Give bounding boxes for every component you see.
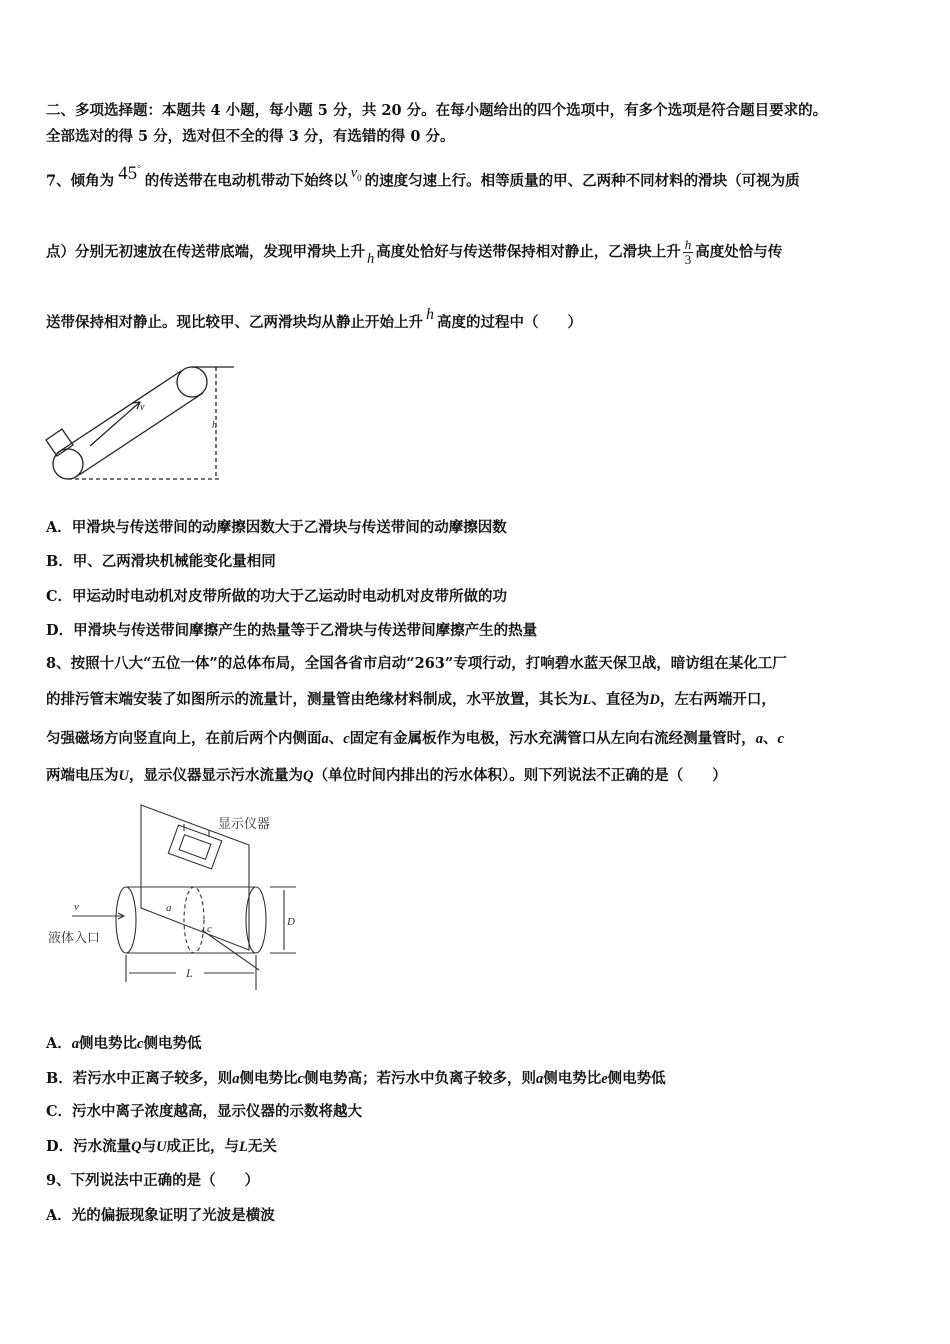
q8-option-a: A．a侧电势比c侧电势低 [46, 1035, 202, 1052]
v0-symbol: $v_0$ [350, 165, 362, 184]
c-lead [202, 930, 259, 970]
label-L: L [186, 966, 193, 980]
label-display: 显示仪器 [218, 817, 271, 832]
q8-flowmeter-figure [44, 800, 304, 1005]
q7-stem-line-1: 7、倾角为 45°的传送带在电动机带动下始终以 $v_0$ 的速度匀速上行。相等质量的甲、乙两种不同材料的滑块（可视为质 [46, 163, 800, 190]
q7-option-d: D．甲滑块与传送带间摩擦产生的热量等于乙滑块与传送带间摩擦产生的热量 [46, 622, 538, 639]
bottom-pulley [53, 449, 83, 479]
q8-stem-line-4: 两端电压为U，显示仪器显示污水流量为Q（单位时间内排出的污水体积）。则下列说法不正确的是（ ） [46, 767, 727, 784]
q7-conveyor-figure [40, 360, 250, 485]
q8-stem-line-2: 的排污管末端安装了如图所示的流量计，测量管由绝缘材料制成，水平放置，其长为L、直径为D，左右两端开口， [46, 691, 776, 708]
section-header-line-2: 全部选对的得 5 分，选对但不全的得 3 分，有选错的得 0 分。 [46, 128, 455, 145]
q7-stem-line-3: 送带保持相对静止。现比较甲、乙两滑块均从静止开始上升 h 高度的过程中（ ） [46, 306, 582, 331]
electrode-section [184, 887, 204, 953]
label-h: h [212, 420, 217, 431]
label-c: c [207, 923, 212, 935]
label-inlet: 液体入口 [48, 931, 101, 946]
top-pulley [177, 367, 207, 397]
h-symbol: h [367, 250, 375, 267]
q7-option-c: C．甲运动时电动机对皮带所做的功大于乙运动时电动机对皮带所做的功 [46, 588, 508, 605]
q9-stem: 9、下列说法中正确的是（ ） [46, 1172, 260, 1189]
q7-option-b: B．甲、乙两滑块机械能变化量相同 [46, 553, 276, 570]
belt-upper [57, 371, 181, 453]
label-v: v [74, 901, 79, 913]
label-a: a [166, 902, 172, 914]
q8-stem-line-1: 8、按照十八大“五位一体”的总体布局，全国各省市启动“263”专项行动，打响碧水蓝天保卫战，暗访组在某化工厂 [46, 655, 787, 672]
q9-option-a: A．光的偏振现象证明了光波是横波 [46, 1207, 275, 1224]
q7-stem-line-2: 点）分别无初速放在传送带底端，发现甲滑块上升 h 高度处恰好与传送带保持相对静止，乙滑块上升 $\frac{h}{3}$ 高度处恰与传 [46, 237, 783, 267]
q8-stem-line-3: 匀强磁场方向竖直向上，在前后两个内侧面a、c固定有金属板作为电极，污水充满管口从左向右流经测量管时，a、c [46, 730, 784, 747]
q8-option-d: D．污水流量Q与U成正比，与L无关 [46, 1138, 277, 1155]
h-symbol: h [426, 306, 434, 323]
h-over-3-fraction: $\frac{h}{3}$ [684, 237, 692, 267]
label-v: v [140, 402, 145, 413]
label-D: D [287, 916, 295, 928]
angle-value: 45° [118, 163, 141, 185]
pipe-left-end [116, 887, 136, 953]
q7-option-a: A．甲滑块与传送带间的动摩擦因数大于乙滑块与传送带间的动摩擦因数 [46, 519, 507, 536]
q8-option-c: C．污水中离子浓度越高，显示仪器的示数将越大 [46, 1103, 363, 1120]
section-header-line-1: 二、多项选择题：本题共 4 小题，每小题 5 分，共 20 分。在每小题给出的四个选项中，有多个选项是符合题目要求的。 [46, 102, 828, 119]
q8-option-b: B．若污水中正离子较多，则a侧电势比c侧电势高；若污水中负离子较多，则a侧电势比e侧电势低 [46, 1070, 666, 1087]
